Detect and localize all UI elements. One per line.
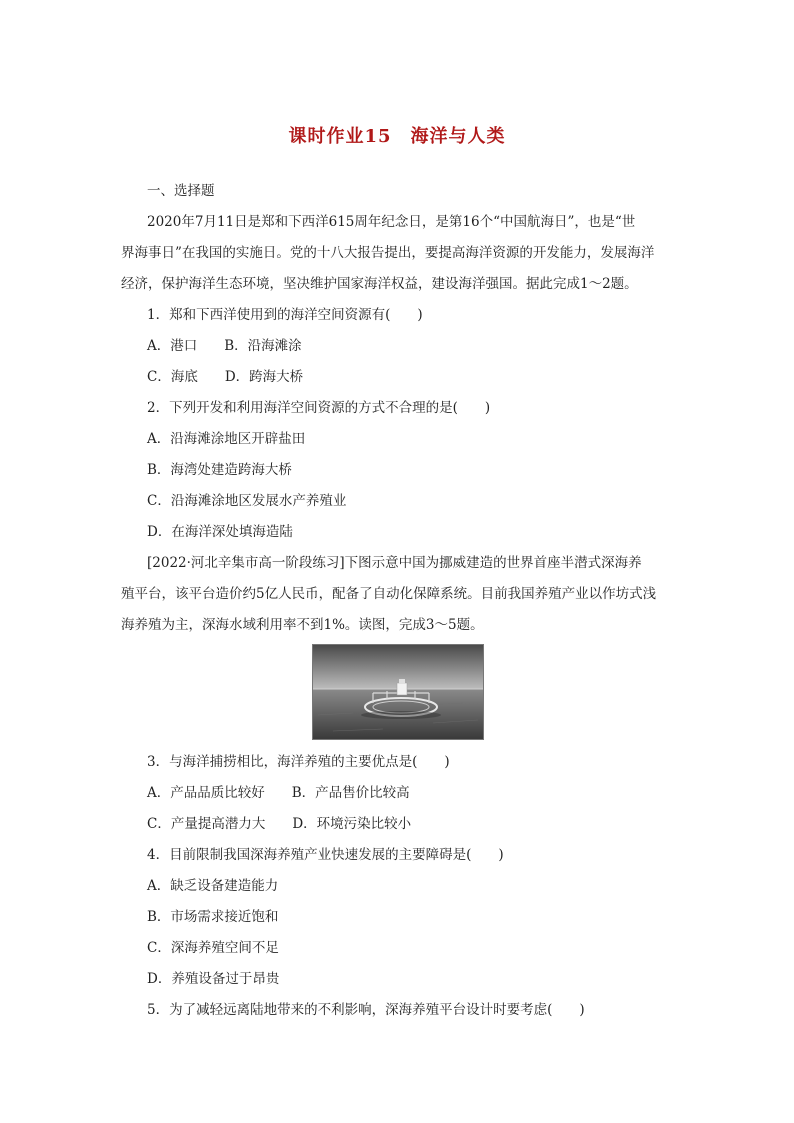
intro1-line3: 经济，保护海洋生态环境，坚决维护国家海洋权益，建设海洋强国。据此完成1～2题。 (121, 276, 638, 292)
intro2-line2: 殖平台，该平台造价约5亿人民币，配备了自动化保障系统。目前我国养殖产业以作坊式浅 (121, 586, 657, 602)
q2-option-d: D．在海洋深处填海造陆 (147, 524, 293, 540)
q2-stem: 2．下列开发和利用海洋空间资源的方式不合理的是( ) (147, 400, 491, 416)
intro1-line2: 界海事日”在我国的实施日。党的十八大报告提出，要提高海洋资源的开发能力，发展海洋 (121, 245, 655, 261)
intro2-line3: 海养殖为主，深海水域利用率不到1%。读图，完成3～5题。 (121, 617, 484, 633)
q4-option-b: B．市场需求接近饱和 (147, 909, 279, 925)
q2-option-c: C．沿海滩涂地区发展水产养殖业 (147, 493, 347, 509)
q3-options-ab: A．产品品质比较好 B．产品售价比较高 (147, 785, 410, 801)
q3-options-cd: C．产量提高潜力大 D．环境污染比较小 (147, 816, 412, 832)
q5-stem: 5．为了减轻远离陆地带来的不利影响，深海养殖平台设计时要考虑( ) (147, 1002, 585, 1018)
q4-option-d: D．养殖设备过于昂贵 (147, 971, 280, 987)
q1-stem: 1．郑和下西洋使用到的海洋空间资源有( ) (147, 307, 423, 323)
section-heading: 一、选择题 (147, 183, 215, 199)
q1-options-ab: A．港口 B．沿海滩涂 (147, 338, 302, 354)
q4-option-a: A．缺乏设备建造能力 (147, 878, 279, 894)
q4-option-c: C．深海养殖空间不足 (147, 940, 279, 956)
q2-option-a: A．沿海滩涂地区开辟盐田 (147, 431, 306, 447)
q4-stem: 4．目前限制我国深海养殖产业快速发展的主要障碍是( ) (147, 847, 504, 863)
page-title: 课时作业15 海洋与人类 (288, 126, 506, 147)
platform-photo-graphic (313, 645, 483, 739)
intro2-line1: [2022·河北辛集市高一阶段练习]下图示意中国为挪威建造的世界首座半潜式深海养 (147, 555, 642, 571)
intro1-line1: 2020年7月11日是郑和下西洋615周年纪念日，是第16个“中国航海日”，也是“世 (147, 214, 636, 230)
aquaculture-platform-photo (312, 644, 484, 740)
q3-stem: 3．与海洋捕捞相比，海洋养殖的主要优点是( ) (147, 754, 450, 770)
q1-options-cd: C．海底 D．跨海大桥 (147, 369, 304, 385)
q2-option-b: B．海湾处建造跨海大桥 (147, 462, 292, 478)
